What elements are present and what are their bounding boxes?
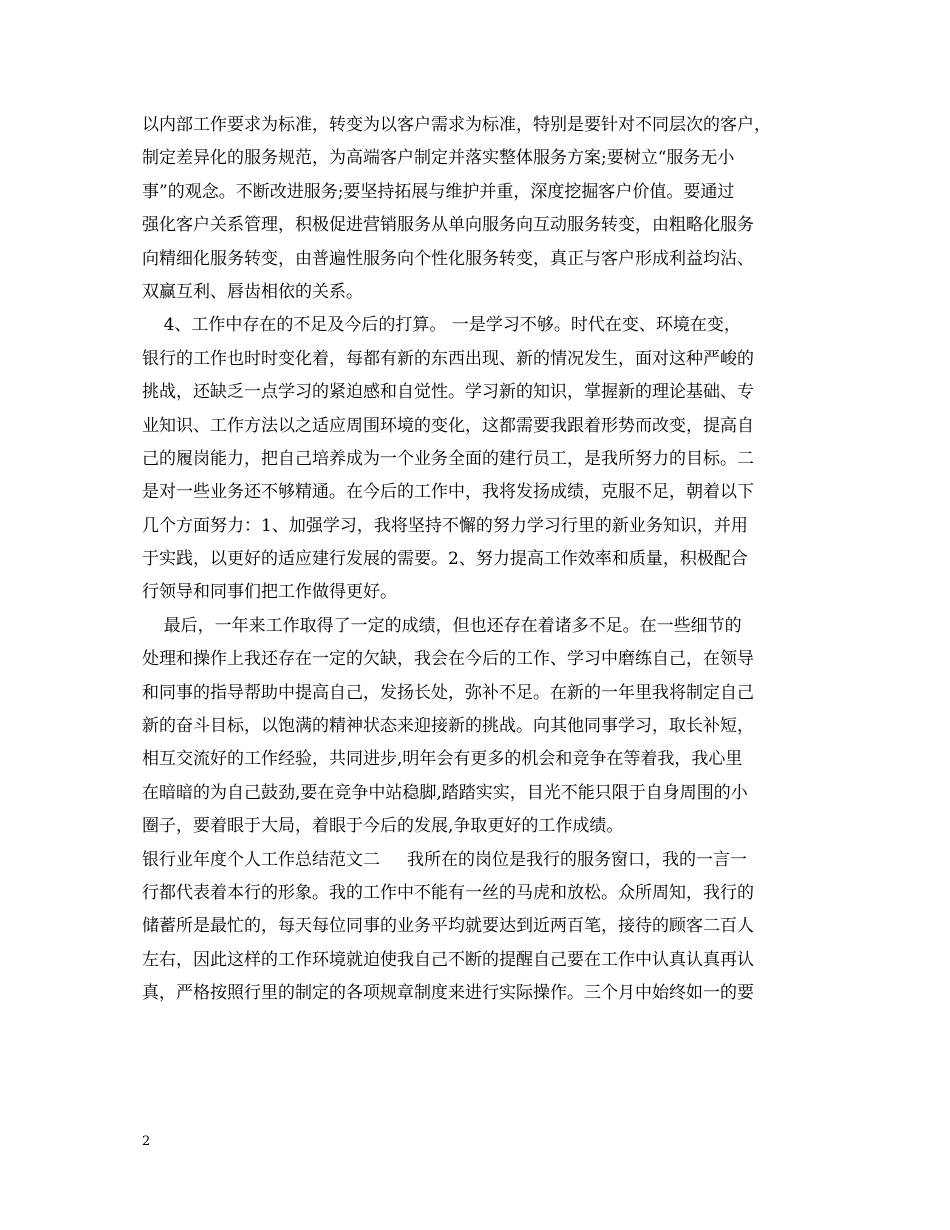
text-line: 最后，一年来工作取得了一定的成绩，但也还存在着诸多不足。在一些细节的	[142, 615, 742, 636]
text-line: 以内部工作要求为标准，转变为以客户需求为标准，特别是要针对不同层次的客户，	[142, 115, 771, 135]
text-line: 左右，因此这样的工作环境就迫使我自己不断的提醒自己要在工作中认真认真再认	[142, 949, 754, 970]
text-line: 己的履岗能力，把自己培养成为一个业务全面的建行员工，是我所努力的目标。二	[142, 448, 754, 469]
page-number: 2	[142, 1134, 151, 1149]
text-line: 新的奋斗目标，以饱满的精神状态来迎接新的挑战。向其他同事学习，取长补短，	[142, 716, 754, 737]
text-line: 处理和操作上我还存在一定的欠缺，我会在今后的工作、学习中磨练自己，在领导	[142, 649, 754, 670]
text-line: 银行的工作也时时变化着，每都有新的东西出现、新的情况发生，面对这种严峻的	[142, 348, 754, 369]
text-line: 是对一些业务还不够精通。在今后的工作中，我将发扬成绩，克服不足，朝着以下	[142, 482, 754, 503]
text-line: 银行业年度个人工作总结范文二 我所在的岗位是我行的服务窗口，我的一言一	[142, 849, 748, 870]
text-line: 4、工作中存在的不足及今后的打算。 一是学习不够。时代在变、环境在变，	[142, 315, 741, 336]
text-line: 在暗暗的为自己鼓劲,要在竞争中站稳脚,踏踏实实，目光不能只限于自身周围的小	[142, 782, 748, 803]
body-text	[142, 109, 812, 1011]
text-line: 向精细化服务转变，由普遍性服务向个性化服务转变，真正与客户形成利益均沾、	[142, 248, 754, 269]
text-line: 强化客户关系管理，积极促进营销服务从单向服务向互动服务转变，由粗略化服务	[142, 215, 754, 236]
text-line: 事”的观念。不断改进服务;要坚持拓展与维护并重，深度挖掘客户价值。要通过	[142, 181, 735, 202]
text-line: 圈子，要着眼于大局，着眼于今后的发展,争取更好的工作成绩。	[142, 816, 624, 837]
text-line: 相互交流好的工作经验，共同进步,明年会有更多的机会和竞争在等着我，我心里	[142, 749, 743, 770]
text-line: 行领导和同事们把工作做得更好。	[142, 582, 397, 603]
text-line: 储蓄所是最忙的，每天每位同事的业务平均就要达到近两百笔，接待的顾客二百人	[142, 916, 754, 937]
text-line: 业知识、工作方法以之适应周围环境的变化，这都需要我跟着形势而改变，提高自	[142, 415, 754, 436]
text-line: 于实践，以更好的适应建行发展的需要。2、努力提高工作效率和质量，积极配合	[142, 549, 748, 570]
text-line: 挑战，还缺乏一点学习的紧迫感和自觉性。学习新的知识，掌握新的理论基础、专	[142, 382, 754, 403]
text-line: 几个方面努力：1、加强学习，我将坚持不懈的努力学习行里的新业务知识，并用	[142, 515, 748, 536]
text-line: 制定差异化的服务规范，为高端客户制定并落实整体服务方案;要树立“服务无小	[142, 148, 735, 169]
text-line: 行都代表着本行的形象。我的工作中不能有一丝的马虎和放松。众所周知，我行的	[142, 882, 754, 903]
text-line: 真，严格按照行里的制定的各项规章制度来进行实际操作。三个月中始终如一的要	[142, 983, 754, 1004]
text-line: 双赢互利、唇齿相依的关系。	[142, 281, 363, 302]
text-line: 和同事的指导帮助中提高自己，发扬长处，弥补不足。在新的一年里我将制定自己	[142, 682, 754, 703]
